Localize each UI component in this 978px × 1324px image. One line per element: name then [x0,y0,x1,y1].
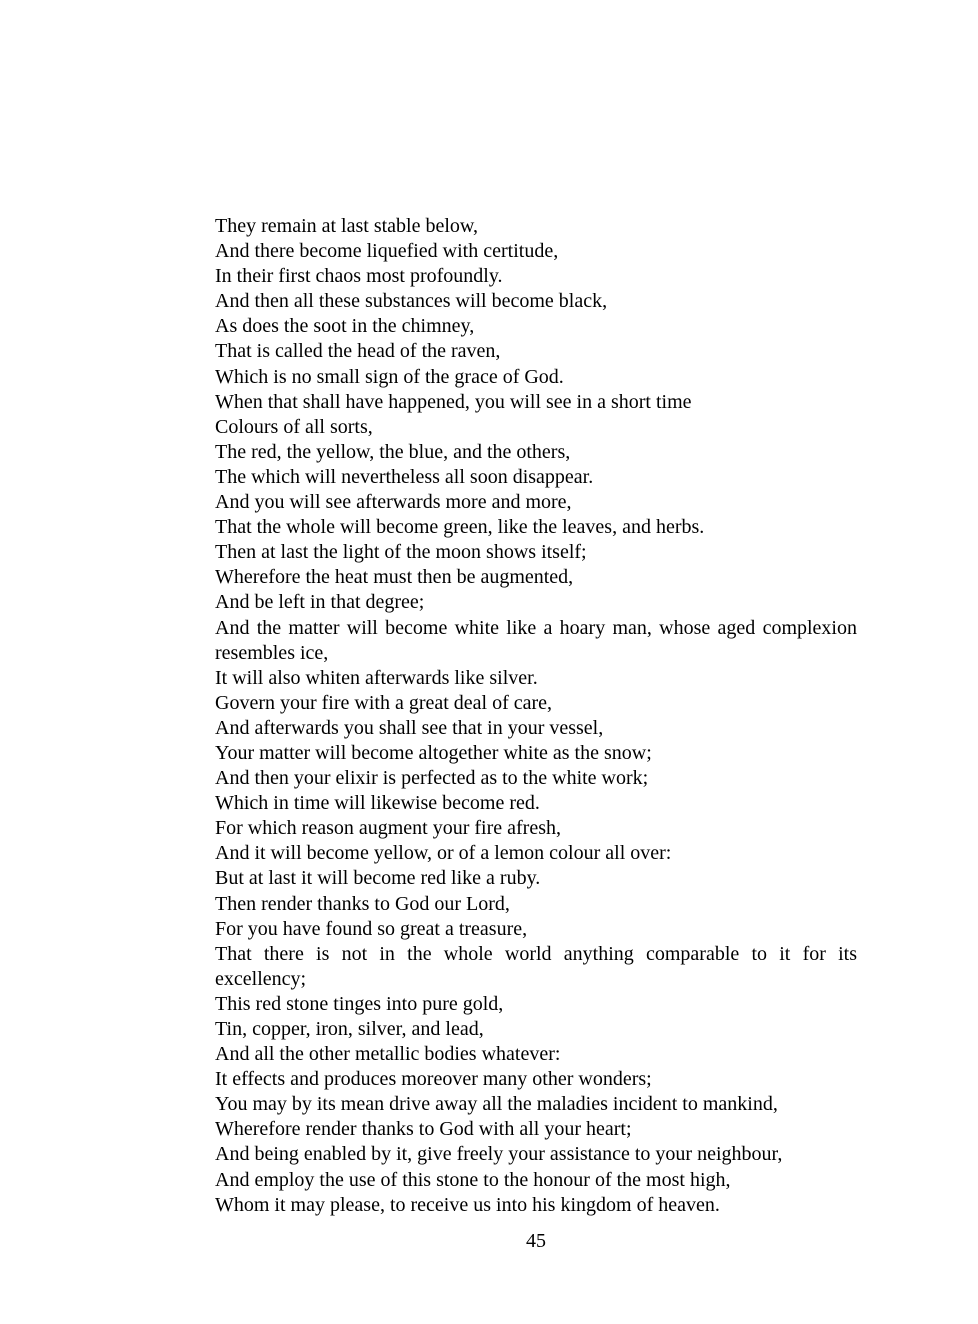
poem-line: And all the other metallic bodies whatever: [215,1043,561,1066]
poem-line: And then all these substances will become black, [215,290,608,313]
poem-line: And be left in that degree; [215,591,425,614]
poem-line: As does the soot in the chimney, [215,315,475,338]
poem-line: That is called the head of the raven, [215,340,501,363]
page-number: 45 [526,1230,546,1252]
poem-line: The which will nevertheless all soon disappear. [215,465,594,488]
poem-line: And being enabled by it, give freely your assistance to your neighbour, [215,1143,783,1166]
poem-line: Tin, copper, iron, silver, and lead, [215,1018,484,1040]
poem-line: Wherefore render thanks to God with all your heart; [215,1118,632,1141]
poem-line: Govern your fire with a great deal of care, [215,691,553,714]
poem-line: Whom it may please, to receive us into his kingdom of heaven. [215,1193,720,1216]
poem-line: Then at last the light of the moon shows itself; [215,541,587,564]
poem-line: In their first chaos most profoundly. [215,265,503,288]
poem-line: Which is no small sign of the grace of God. [215,365,564,388]
poem-line: And it will become yellow, or of a lemon colour all over: [215,842,672,865]
poem-line: And the matter will become white like a hoary man, whose aged complexion resembles ice, [215,616,857,664]
poem-line: For you have found so great a treasure, [215,917,528,940]
poem-line: They remain at last stable below, [215,215,479,237]
poem-line: It effects and produces moreover many other wonders; [215,1068,652,1091]
poem-line: And you will see afterwards more and more, [215,491,572,514]
poem-line: When that shall have happened, you will see in a short time [215,390,692,413]
poem-line: Colours of all sorts, [215,415,373,438]
poem-line: And there become liquefied with certitude, [215,240,559,263]
poem-line: You may by its mean drive away all the maladies incident to mankind, [215,1093,778,1116]
poem-line: This red stone tinges into pure gold, [215,992,504,1015]
poem-line: That there is not in the whole world anything comparable to it for its excellency; [215,942,857,990]
poem-line: Wherefore the heat must then be augmented, [215,566,574,589]
poem-line: And afterwards you shall see that in your vessel, [215,716,604,739]
poem-line: And then your elixir is perfected as to the white work; [215,767,649,790]
poem-line: The red, the yellow, the blue, and the others, [215,440,571,463]
poem-line: Which in time will likewise become red. [215,792,540,815]
poem-line: But at last it will become red like a ruby. [215,867,541,890]
poem-line: Your matter will become altogether white as the snow; [215,741,652,764]
poem-text [215,214,857,1218]
poem-line: Then render thanks to God our Lord, [215,892,510,915]
poem-line: And employ the use of this stone to the honour of the most high, [215,1168,731,1191]
poem-line: For which reason augment your fire afresh, [215,817,561,840]
poem-line: It will also whiten afterwards like silver. [215,666,538,689]
poem-line: That the whole will become green, like the leaves, and herbs. [215,516,705,539]
